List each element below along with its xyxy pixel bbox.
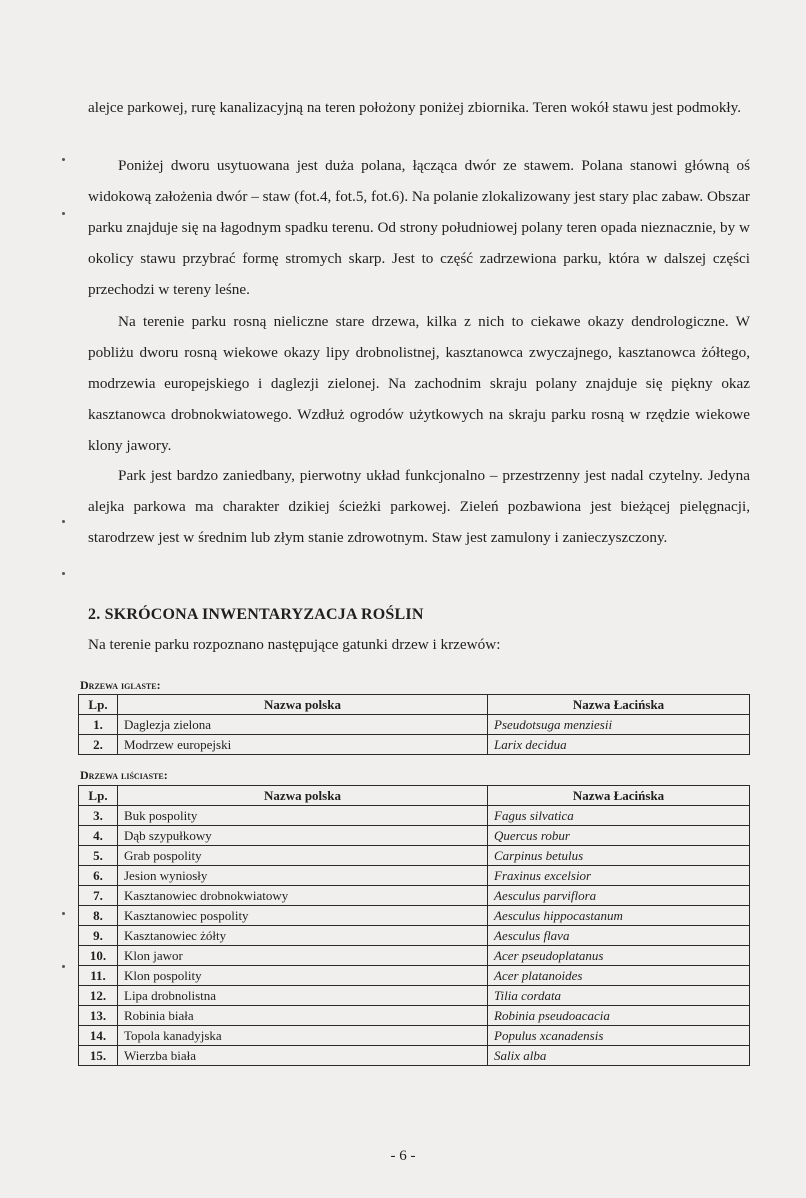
table-row — [79, 866, 750, 886]
header-lp: Lp. — [79, 786, 118, 806]
cell-lp: 12. — [79, 986, 118, 1006]
header-nazwa-lacinska: Nazwa Łacińska — [488, 786, 750, 806]
table-row — [79, 966, 750, 986]
cell-nazwa-lacinska: Fagus silvatica — [488, 806, 750, 826]
cell-nazwa-polska: Daglezja zielona — [118, 715, 488, 735]
section-intro: Na terenie parku rozpoznano następujące gatunki drzew i krzewów: — [88, 636, 501, 653]
scan-speck — [62, 572, 65, 575]
paragraph-2: Poniżej dworu usytuowana jest duża polana, łącząca dwór ze stawem. Polana stanowi główną oś widokową założenia dwór – staw (fot.4, fot.5, fot.6). Na polanie zlokalizowany jest stary plac zabaw. Obszar parku znajduje się na łagodnym spadku terenu. Od strony południowej polany teren opada nieznacznie, by w okolicy stawu przybrać formę stromych skarp. Jest to część zadrzewiona parku, która w dalszej części przechodzi w tereny leśne. — [88, 157, 750, 298]
cell-nazwa-lacinska: Fraxinus excelsior — [488, 866, 750, 886]
table-row — [79, 946, 750, 966]
cell-nazwa-polska: Grab pospolity — [118, 846, 488, 866]
cell-nazwa-lacinska: Larix decidua — [488, 735, 750, 755]
table-header-row — [79, 695, 750, 715]
table-row — [79, 986, 750, 1006]
cell-nazwa-lacinska: Aesculus hippocastanum — [488, 906, 750, 926]
page-number: - 6 - — [390, 1148, 416, 1164]
table-lisciaste — [78, 785, 750, 1066]
cell-lp: 6. — [79, 866, 118, 886]
cell-nazwa-lacinska: Quercus robur — [488, 826, 750, 846]
cell-nazwa-polska: Buk pospolity — [118, 806, 488, 826]
cell-lp: 10. — [79, 946, 118, 966]
table-row — [79, 826, 750, 846]
cell-nazwa-polska: Robinia biała — [118, 1006, 488, 1026]
table-row — [79, 1046, 750, 1066]
section-heading: 2. SKRÓCONA INWENTARYZACJA ROŚLIN — [88, 606, 424, 623]
scan-speck — [62, 158, 65, 161]
cell-nazwa-lacinska: Carpinus betulus — [488, 846, 750, 866]
cell-nazwa-lacinska: Aesculus parviflora — [488, 886, 750, 906]
cell-lp: 5. — [79, 846, 118, 866]
cell-lp: 15. — [79, 1046, 118, 1066]
scan-speck — [62, 520, 65, 523]
cell-nazwa-polska: Lipa drobnolistna — [118, 986, 488, 1006]
cell-nazwa-lacinska: Populus xcanadensis — [488, 1026, 750, 1046]
scan-speck — [62, 212, 65, 215]
cell-nazwa-polska: Klon pospolity — [118, 966, 488, 986]
cell-nazwa-polska: Kasztanowiec drobnokwiatowy — [118, 886, 488, 906]
cell-lp: 9. — [79, 926, 118, 946]
cell-nazwa-lacinska: Aesculus flava — [488, 926, 750, 946]
cell-lp: 13. — [79, 1006, 118, 1026]
table-row — [79, 1026, 750, 1046]
table-row — [79, 735, 750, 755]
cell-nazwa-polska: Kasztanowiec pospolity — [118, 906, 488, 926]
cell-lp: 3. — [79, 806, 118, 826]
cell-nazwa-polska: Modrzew europejski — [118, 735, 488, 755]
cell-nazwa-lacinska: Robinia pseudoacacia — [488, 1006, 750, 1026]
cell-nazwa-polska: Topola kanadyjska — [118, 1026, 488, 1046]
table-caption-iglaste: Drzewa iglaste: — [80, 678, 161, 692]
cell-nazwa-lacinska: Pseudotsuga menziesii — [488, 715, 750, 735]
header-lp: Lp. — [79, 695, 118, 715]
table-caption-lisciaste: Drzewa liściaste: — [80, 768, 168, 782]
cell-nazwa-polska: Jesion wyniosły — [118, 866, 488, 886]
cell-nazwa-lacinska: Acer platanoides — [488, 966, 750, 986]
cell-nazwa-lacinska: Salix alba — [488, 1046, 750, 1066]
table-row — [79, 926, 750, 946]
cell-lp: 8. — [79, 906, 118, 926]
header-nazwa-polska: Nazwa polska — [118, 786, 488, 806]
paragraph-3: Na terenie parku rosną nieliczne stare drzewa, kilka z nich to ciekawe okazy dendrologiczne. W pobliżu dworu rosną wiekowe okazy lipy drobnolistnej, kasztanowca zwyczajnego, kasztanowca żółtego, modrzewia europejskiego i daglezji zielonej. Na zachodnim skraju polany znajduje się piękny okaz kasztanowca drobnokwiatowego. Wzdłuż ogrodów użytkowych na skraju parku rosną w rzędzie wiekowe klony jawory. — [88, 313, 750, 454]
cell-nazwa-polska: Kasztanowiec żółty — [118, 926, 488, 946]
table-row — [79, 715, 750, 735]
paragraph-1: alejce parkowej, rurę kanalizacyjną na teren położony poniżej zbiornika. Teren wokół stawu jest podmokły. — [88, 99, 742, 116]
table-row — [79, 806, 750, 826]
table-iglaste — [78, 694, 750, 755]
scan-speck — [62, 912, 65, 915]
cell-nazwa-lacinska: Tilia cordata — [488, 986, 750, 1006]
header-nazwa-lacinska: Nazwa Łacińska — [488, 695, 750, 715]
cell-lp: 1. — [79, 715, 118, 735]
cell-nazwa-polska: Dąb szypułkowy — [118, 826, 488, 846]
table-row — [79, 886, 750, 906]
paragraph-4: Park jest bardzo zaniedbany, pierwotny układ funkcjonalno – przestrzenny jest nadal czytelny. Jedyna alejka parkowa ma charakter dzikiej ścieżki parkowej. Zieleń pozbawiona jest bieżącej pielęgnacji, starodrzew jest w średnim lub złym stanie zdrowotnym. Staw jest zamulony i zanieczyszczony. — [88, 467, 750, 546]
cell-lp: 4. — [79, 826, 118, 846]
scan-speck — [62, 965, 65, 968]
cell-nazwa-lacinska: Acer pseudoplatanus — [488, 946, 750, 966]
table-row — [79, 1006, 750, 1026]
cell-lp: 2. — [79, 735, 118, 755]
cell-lp: 14. — [79, 1026, 118, 1046]
table-row — [79, 906, 750, 926]
table-header-row — [79, 786, 750, 806]
cell-nazwa-polska: Wierzba biała — [118, 1046, 488, 1066]
cell-lp: 11. — [79, 966, 118, 986]
table-row — [79, 846, 750, 866]
header-nazwa-polska: Nazwa polska — [118, 695, 488, 715]
cell-lp: 7. — [79, 886, 118, 906]
cell-nazwa-polska: Klon jawor — [118, 946, 488, 966]
